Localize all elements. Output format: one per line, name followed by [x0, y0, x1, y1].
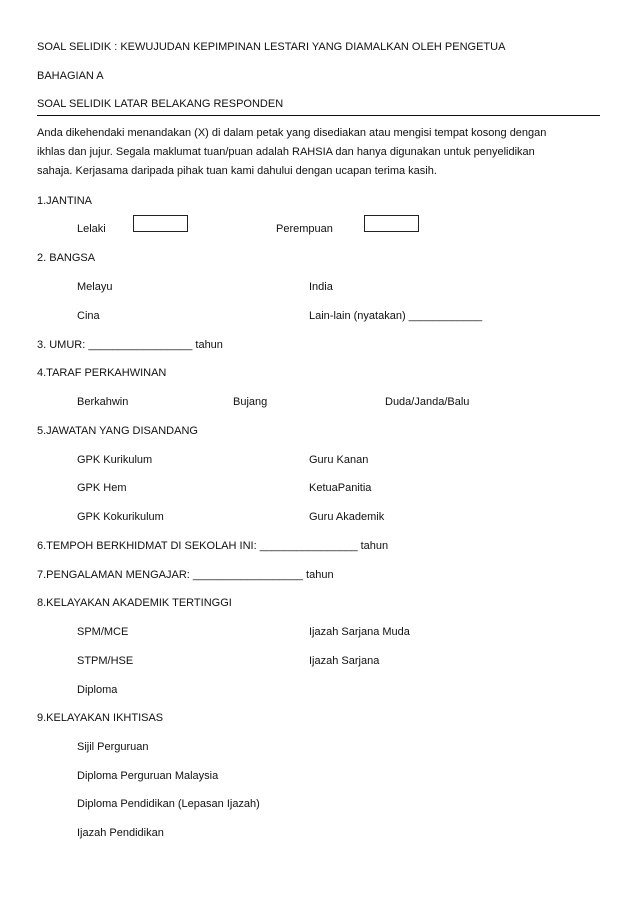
option-ijazah-sarjana[interactable]: Ijazah Sarjana: [309, 655, 380, 667]
option-ijazah-pendidikan[interactable]: Ijazah Pendidikan: [77, 827, 164, 839]
question-7-pengalaman-field[interactable]: 7.PENGALAMAN MENGAJAR: __________________ tahun: [37, 569, 334, 581]
question-4-label: 4.TARAF PERKAHWINAN: [37, 367, 167, 379]
question-9-label: 9.KELAYAKAN IKHTISAS: [37, 712, 164, 724]
question-1-label: 1.JANTINA: [37, 195, 93, 207]
section-heading: BAHAGIAN A: [37, 70, 104, 82]
intro-line-3: sahaja. Kerjasama daripada pihak tuan kami dahului dengan ucapan terima kasih.: [37, 165, 437, 177]
option-sijil-perguruan[interactable]: Sijil Perguruan: [77, 741, 149, 753]
option-diploma[interactable]: Diploma: [77, 684, 118, 696]
document-title: SOAL SELIDIK : KEWUJUDAN KEPIMPINAN LESTARI YANG DIAMALKAN OLEH PENGETUA: [37, 41, 506, 53]
intro-line-1: Anda dikehendaki menandakan (X) di dalam petak yang disediakan atau mengisi tempat kosong dengan: [37, 127, 547, 139]
option-ketua-panitia[interactable]: KetuaPanitia: [309, 482, 372, 494]
option-melayu[interactable]: Melayu: [77, 281, 113, 293]
option-gpk-kokurikulum[interactable]: GPK Kokurikulum: [77, 511, 164, 523]
question-8-label: 8.KELAYAKAN AKADEMIK TERTINGGI: [37, 597, 232, 609]
option-gpk-hem[interactable]: GPK Hem: [77, 482, 127, 494]
header-divider: [37, 115, 600, 116]
option-cina[interactable]: Cina: [77, 310, 100, 322]
option-lelaki-label: Lelaki: [77, 223, 106, 235]
option-diploma-pendidikan[interactable]: Diploma Pendidikan (Lepasan Ijazah): [77, 798, 260, 810]
option-bujang[interactable]: Bujang: [233, 396, 268, 408]
option-lain-lain-field[interactable]: Lain-lain (nyatakan) ____________: [309, 310, 483, 322]
option-ijazah-sarjana-muda[interactable]: Ijazah Sarjana Muda: [309, 626, 410, 638]
question-3-umur-field[interactable]: 3. UMUR: _________________ tahun: [37, 339, 223, 351]
option-stpm-hse[interactable]: STPM/HSE: [77, 655, 134, 667]
section-subtitle: SOAL SELIDIK LATAR BELAKANG RESPONDEN: [37, 98, 284, 110]
option-india[interactable]: India: [309, 281, 333, 293]
option-duda-janda-balu[interactable]: Duda/Janda/Balu: [385, 396, 470, 408]
option-perempuan-label: Perempuan: [276, 223, 333, 235]
option-gpk-kurikulum[interactable]: GPK Kurikulum: [77, 454, 153, 466]
option-guru-akademik[interactable]: Guru Akademik: [309, 511, 385, 523]
option-spm-mce[interactable]: SPM/MCE: [77, 626, 129, 638]
intro-line-2: ikhlas dan jujur. Segala maklumat tuan/puan adalah RAHSIA dan hanya digunakan untuk penyelidikan: [37, 146, 535, 158]
option-diploma-perguruan-malaysia[interactable]: Diploma Perguruan Malaysia: [77, 770, 219, 782]
option-guru-kanan[interactable]: Guru Kanan: [309, 454, 369, 466]
checkbox-perempuan[interactable]: [364, 215, 419, 232]
option-berkahwin[interactable]: Berkahwin: [77, 396, 129, 408]
checkbox-lelaki[interactable]: [133, 215, 188, 232]
question-5-label: 5.JAWATAN YANG DISANDANG: [37, 425, 198, 437]
question-2-label: 2. BANGSA: [37, 252, 96, 264]
question-6-tempoh-field[interactable]: 6.TEMPOH BERKHIDMAT DI SEKOLAH INI: ________________ tahun: [37, 540, 389, 552]
